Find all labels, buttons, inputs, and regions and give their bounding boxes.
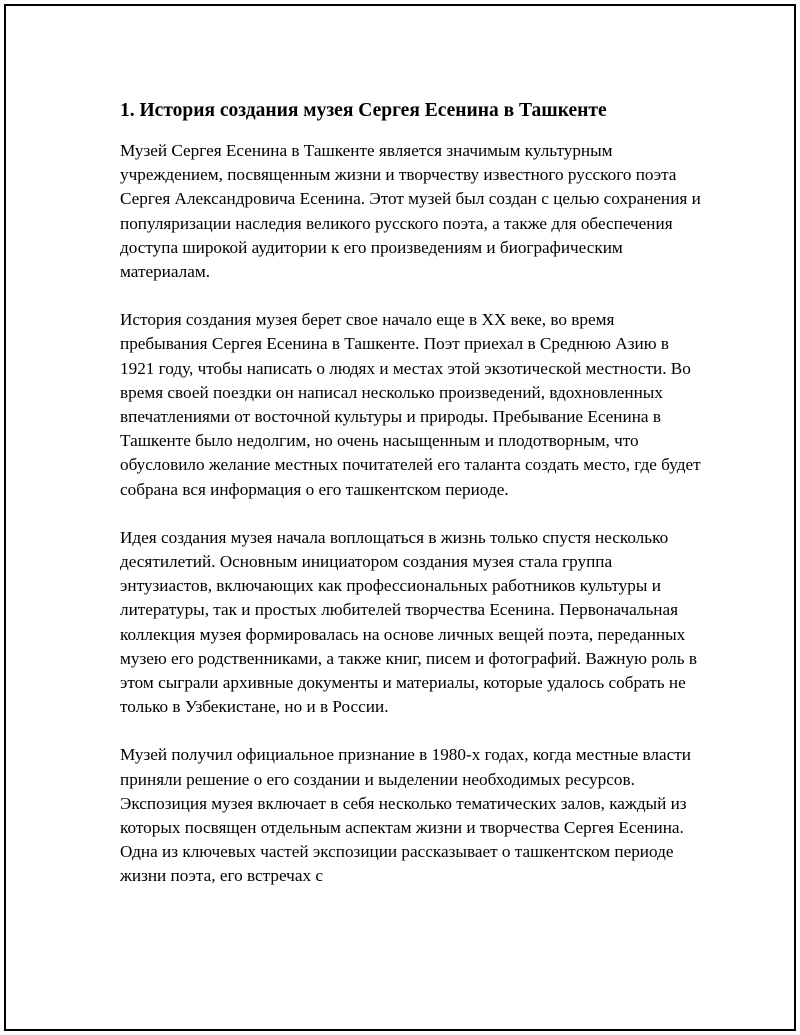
paragraph-1: Музей Сергея Есенина в Ташкенте является значимым культурным учреждением, посвященным жизни и творчеству известного русского поэта Сергея Александровича Есенина. Этот музей был создан с целью сохранения и популяризации наследия великого русского поэта, а также для обеспечения доступа широкой аудитории к его произведениям и биографическим материалам. xyxy=(120,141,701,282)
section-heading: 1. История создания музея Сергея Есенина в Ташкенте xyxy=(120,100,607,121)
paragraph-2: История создания музея берет свое начало еще в XX веке, во время пребывания Сергея Есенина в Ташкенте. Поэт приехал в Среднюю Азию в 1921 году, чтобы написать о людях и местах этой экзотической местности. Во время своей поездки он написал несколько произведений, вдохновленных впечатлениями от восточной культуры и природы. Пребывание Есенина в Ташкенте было недолгим, но очень насыщенным и плодотворным, что обусловило желание местных почитателей его таланта создать место, где будет собрана вся информация о его ташкентском периоде. xyxy=(120,310,701,499)
document-page xyxy=(4,4,796,1031)
paragraph-3: Идея создания музея начала воплощаться в жизнь только спустя несколько десятилетий. Основным инициатором создания музея стала группа энтузиастов, включающих как профессиональных работников культуры и литературы, так и простых любителей творчества Есенина. Первоначальная коллекция музея формировалась на основе личных вещей поэта, переданных музею его родственниками, а также книг, писем и фотографий. Важную роль в этом сыграли архивные документы и материалы, которые удалось собрать не только в Узбекистане, но и в России. xyxy=(120,527,698,717)
paragraph-4: Музей получил официальное признание в 1980-х годах, когда местные власти приняли решение о его создании и выделении необходимых ресурсов. Экспозиция музея включает в себя несколько тематических залов, каждый из которых посвящен отдельным аспектам жизни и творчества Сергея Есенина. Одна из ключевых частей экспозиции рассказывает о ташкентском периоде жизни поэта, его встречах с xyxy=(120,745,691,886)
document-body xyxy=(120,96,705,913)
